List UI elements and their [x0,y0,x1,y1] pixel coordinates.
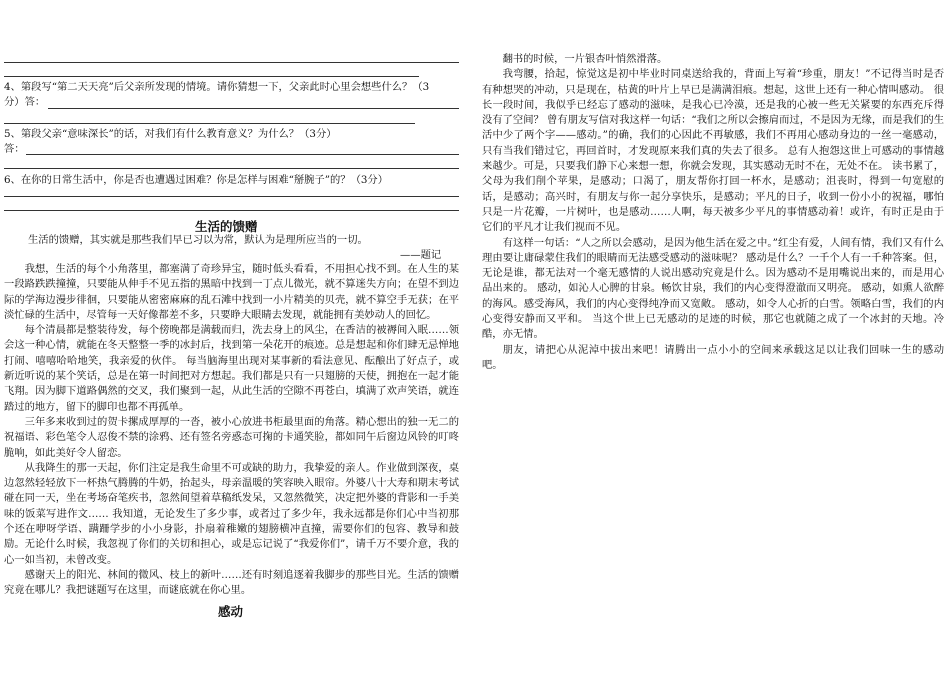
essay-body [482,52,944,373]
essay-body [4,262,459,599]
paragraph: 每个清晨都是整装待发，每个傍晚都是满载而归，洗去身上的风尘，在香洁的被褥间入眠……领会这一种心情，就能在冬天整整一季的冰封后，找到第一朵花开的痕迹。总是想起和你们肆无忌惮地打闹、嘻嘻哈哈地笑，我亲爱的伙伴。 每当脑海里出现对某事新的看法意见、酝酿出了好点子，或新近听说的某个笑话，总是在第一时间把对方想起。我们都是只有一只翅膀的天使，拥抱在一起才能飞翔。因为脚下道路偶然的交叉，我们聚到一起，从此生活的空隙不再苍白，填满了欢声笑语，就连踏过的地方，留下的脚印也都不再孤单。 [4,324,459,413]
paragraph: 有这样一句话：“人之所以会感动，是因为他生活在爱之中。”红尘有爱，人间有情，我们又有什么理由要让庸碌蒙住我们的眼睛而无法感受感动的滋味呢？ 感动是什么？一千个人有一千种答案。但，无论是谁，都无法对一个毫无感情的人说出感动究竟是什么。因为感动不是用嘴说出来的，而是用心品出来的。 感动，如沁人心脾的甘泉。畅饮甘泉，我们的内心变得澄澈而又明亮。 感动，如熏人欲醉的海风。感受海风，我们的内心变得纯净而又宽敞。 感动，如令人心折的白雪。领略白雪，我们的内心变得安静而又平和。 当这个世上已无感动的足迹的时候，那它也就随之成了一个冰封的天地。冷酷，亦无情。 [482,236,944,341]
essay-title: 生活的馈赠 [195,219,258,234]
paragraph: 翻书的时候，一片银杏叶悄然滑落。 [502,53,668,65]
epigraph: 生活的馈赠，其实就是那些我们早已习以为常，默认为是理所应当的一切。 [28,234,368,246]
answer-line[interactable] [4,210,459,211]
paragraph: 三年多来收到过的贺卡摞成厚厚的一沓，被小心放进书柜最里面的角落。精心想出的独一无二的祝福语、彩色笔令人忍俊不禁的涂鸦、还有签名旁惑态可掬的卡通笑脸，都如同午后窗边风铃的叮咚脆响，如此美好令人留恋。 [4,415,459,459]
question-4-answer-label: 分）答： [4,96,46,108]
question-5: 5、第段父亲“意味深长”的话，对我们有什么教育意义？为什么？（3分） [4,128,337,140]
essay-title: 感动 [218,604,244,619]
answer-line[interactable] [26,154,459,155]
question-4: 4、第段写“第二天天亮”后父亲所发现的情境。请你猜想一下，父亲此时心里会想些什么？（3 [4,81,430,93]
answer-line[interactable] [4,76,419,77]
answer-line[interactable] [4,62,459,63]
paragraph: 我想，生活的每个小角落里，都塞满了奇珍异宝，随时低头看看，不用担心找不到。在人生的某一段路跌跌撞撞，只要能从伸手不见五指的黑暗中找到一丁点儿微光，就不算迷失方向；在望不到边际的学海边漫步徘徊，只要能从密密麻麻的乱石滩中找到一小片精美的贝壳，就不算空手无获；在平淡忙碌的生活中，尽管每一天好像都差不多，只要睁大眼睛去发现，就能拥有美妙动人的回忆。 [4,263,459,321]
paragraph: 感谢天上的阳光、林间的微风、枝上的新叶……还有时刻追逐着我脚步的那些目光。生活的馈赠究竟在哪儿？我把谜题写在这里，而谜底就在你心里。 [4,568,459,597]
answer-line[interactable] [4,168,459,169]
paragraph: 我弯腰，拾起，惊觉这是初中毕业时同桌送给我的，背面上写着“珍重，朋友！”不记得当时是否有种想哭的冲动，只是现在，枯黄的叶片上早已是满满泪痕。想起，这世上还有一种心情叫感动。 很长一段时间，我似乎已经忘了感动的滋味，是我心已冷漠，还是我的心被一些无关紧要的东西充斥得没有了空间？ 曾有朋友写信对我这样一句话：“我们之所以会擦肩而过，不是因为无缘，而是我们的生活中少了两个字——感动。”的确，我们的心因此不再敏感，我们不再用心感动身边的一丝一毫感动，只有当我们错过它，再回首时，才发现原来我们真的失去了很多。 总有人抱怨这世上可感动的事情越来越少。可是，只要我们静下心来想一想，你就会发现，其实感动无时不在，无处不在。 读书累了，父母为我们削个苹果，是感动；口渴了，朋友帮你打回一杯水，是感动；沮丧时，得到一句宽慰的话，是感动；高兴时，有朋友与你一起分享快乐，是感动；平凡的日子，收到一份小小的祝福，哪怕只是一片花瓣，一片树叶，也是感动……人啊，每天被多少平凡的事情感动着！或许，有时正是由于它们的平凡才让我们视而不见。 [482,68,944,234]
paragraph: 朋友，请把心从泥淖中拔出来吧！请腾出一点小小的空间来承载这足以让我们回味一生的感动吧。 [482,343,944,371]
epigraph-source: ——题记 [400,249,442,261]
answer-line[interactable] [4,123,415,124]
answer-line[interactable] [4,196,459,197]
answer-line[interactable] [48,108,459,109]
question-6: 6、在你的日常生活中，你是否也遭遇过困难？你是怎样与困难“掰腕子”的？（3分） [4,174,389,186]
paragraph: 从我降生的那一天起，你们注定是我生命里不可或缺的助力，我挚爱的亲人。作业做到深夜，桌边忽然轻轻放下一杯热气腾腾的牛奶，抬起头，母亲温暖的笑容映入眼帘。外婆八十大寿和期末考试碰在同一天，坐在考场奋笔疾书，忽然间望着草稿纸发呆，又忽然微笑，决定把外婆的背影和一手美味的饭菜写进作文…… 我知道，无论发生了多少事，或者过了多少年，我永远都是你们心中当初那个还在咿呀学语、蹒跚学步的小小身影，扑扇着稚嫩的翅膀横冲直撞，需要你们的包容、教导和鼓励。无论什么时候，我忽视了你们的关切和担心，或是忘记说了“我爱你们”，请千万不要介意，我的心一如当初，未曾改变。 [4,461,459,566]
question-5-answer-label: 答： [4,143,25,155]
